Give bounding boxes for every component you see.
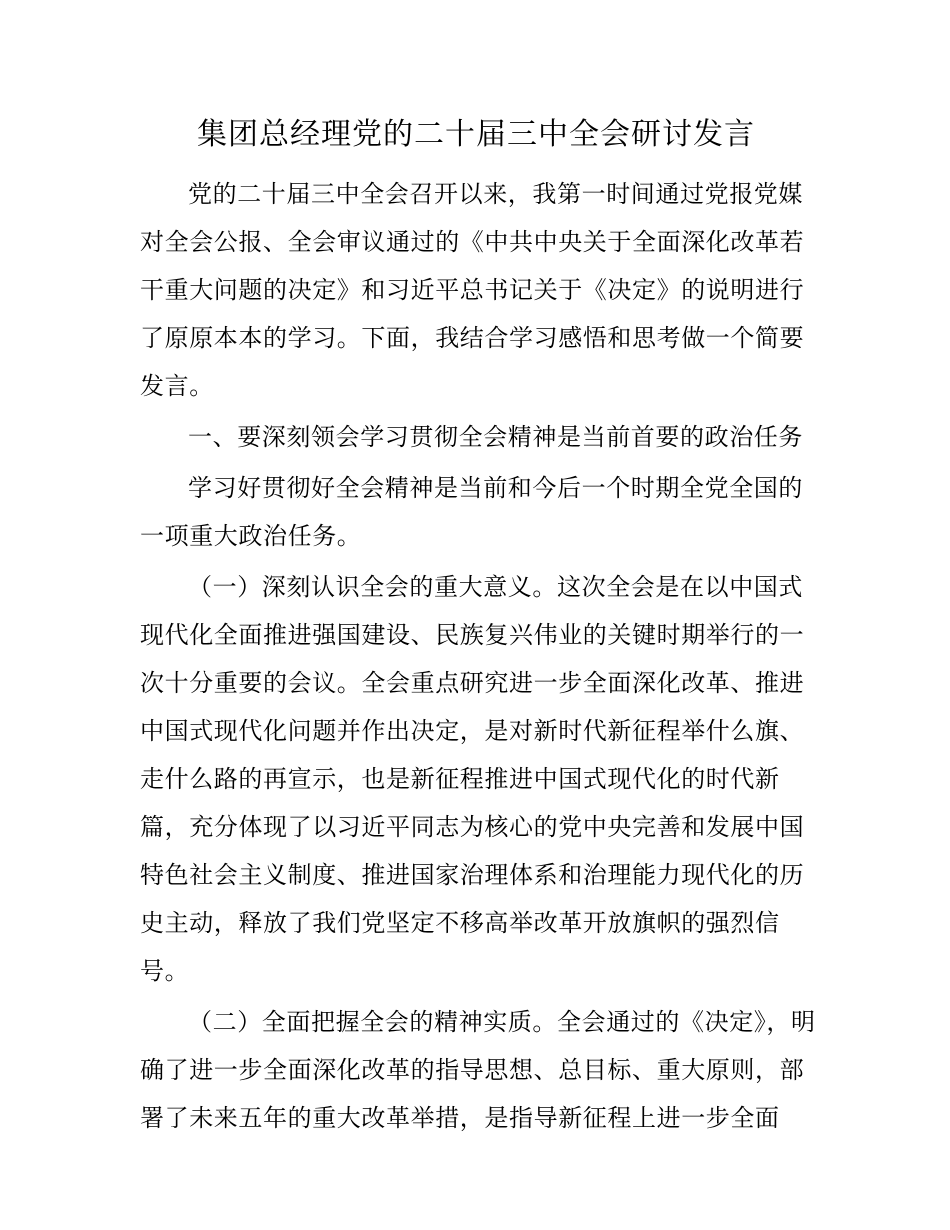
- paragraph-subsection-2: （二）全面把握全会的精神实质。全会通过的《决定》，明确了进一步全面深化改革的指导思想、总目标、重大原则，部署了未来五年的重大改革举措，是指导新征程上进一步全面: [140, 1008, 816, 1132]
- document-body: [140, 170, 820, 1145]
- document-title: 集团总经理党的二十届三中全会研讨发言: [197, 117, 755, 152]
- paragraph-intro: 党的二十届三中全会召开以来，我第一时间通过党报党媒对全会公报、全会审议通过的《中共中央关于全面深化改革若干重大问题的决定》和习近平总书记关于《决定》的说明进行了原原本本的学习。下面，我结合学习感悟和思考做一个简要发言。: [140, 180, 805, 400]
- section-heading-1: 一、要深刻领会学习贯彻全会精神是当前首要的政治任务: [188, 423, 803, 451]
- paragraph-subsection-1: （一）深刻认识全会的重大意义。这次全会是在以中国式现代化全面推进强国建设、民族复兴伟业的关键时期举行的一次十分重要的会议。全会重点研究进一步全面深化改革、推进中国式现代化问题并作出决定，是对新时代新征程举什么旗、走什么路的再宣示，也是新征程推进中国式现代化的时代新篇，充分体现了以习近平同志为核心的党中央完善和发展中国特色社会主义制度、推进国家治理体系和治理能力现代化的历史主动，释放了我们党坚定不移高举改革开放旗帜的强烈信号。: [140, 573, 805, 985]
- paragraph-section-1-intro: 学习好贯彻好全会精神是当前和今后一个时期全党全国的一项重大政治任务。: [140, 474, 803, 550]
